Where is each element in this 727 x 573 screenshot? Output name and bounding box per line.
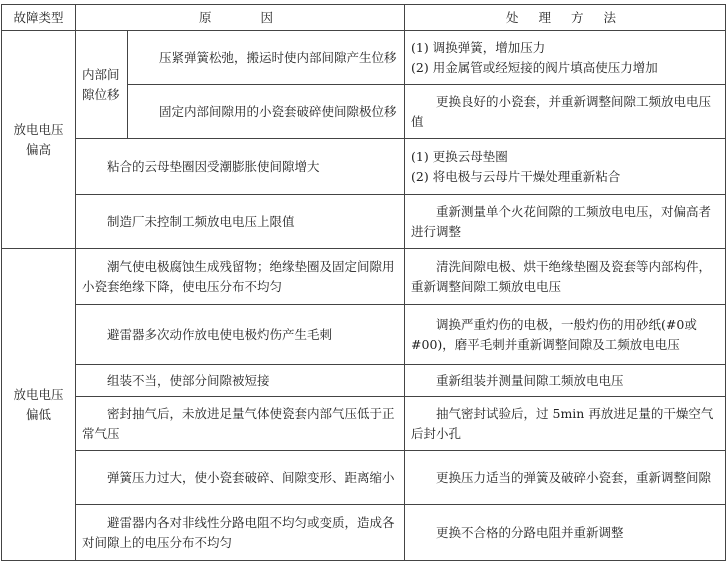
cause-cell: 避雷器内各对非线性分路电阻不均匀或变质，造成各对间隙上的电压分布不均匀 [76, 505, 405, 561]
fix-line: (2) 用金属管或经短接的阀片填高使压力增加 [411, 59, 658, 75]
subgroup-label: 内部间隙位移 [76, 31, 128, 139]
header-fix: 处 理 方 法 [405, 5, 726, 31]
fault-type-low: 放电电压偏低 [2, 249, 76, 561]
fix-cell: 抽气密封试验后，过 5min 再放进足量的干燥空气后封小孔 [405, 397, 726, 451]
cause-cell: 粘合的云母垫圈因受潮膨胀使间隙增大 [76, 139, 405, 195]
cause-cell: 压紧弹簧松弛，搬运时使内部间隙产生位移 [128, 31, 405, 85]
table-row [2, 305, 726, 365]
header-cause: 原 因 [76, 5, 405, 31]
fix-cell [405, 139, 726, 195]
header-row [2, 5, 726, 31]
table-row [2, 249, 726, 305]
fix-cell: 更换不合格的分路电阻并重新调整 [405, 505, 726, 561]
cause-cell: 制造厂未控制工频放电电压上限值 [76, 195, 405, 249]
fix-cell: 重新组装并测量间隙工频放电电压 [405, 365, 726, 397]
cause-cell: 组装不当，使部分间隙被短接 [76, 365, 405, 397]
header-type: 故障类型 [2, 5, 76, 31]
fault-type-high: 放电电压偏高 [2, 31, 76, 249]
fix-cell: 调换严重灼伤的电极，一般灼伤的用砂纸(#0或#00)，磨平毛刺并重新调整间隙及工频放电电压 [405, 305, 726, 365]
fix-line: (2) 将电极与云母片干燥处理重新粘合 [411, 168, 621, 184]
table-row [2, 451, 726, 505]
cause-cell: 固定内部间隙用的小瓷套破碎使间隙极位移 [128, 85, 405, 139]
fix-cell: 更换压力适当的弹簧及破碎小瓷套，重新调整间隙 [405, 451, 726, 505]
table-row [2, 139, 726, 195]
fix-cell [405, 31, 726, 85]
cause-cell: 弹簧压力过大，使小瓷套破碎、间隙变形、距离缩小 [76, 451, 405, 505]
table-row [2, 365, 726, 397]
cause-cell: 潮气使电极腐蚀生成残留物；绝缘垫圈及固定间隙用小瓷套绝缘下降，使电压分布不均匀 [76, 249, 405, 305]
fix-cell: 重新测量单个火花间隙的工频放电电压，对偏高者进行调整 [405, 195, 726, 249]
table-row [2, 31, 726, 85]
cause-cell: 避雷器多次动作放电使电极灼伤产生毛刺 [76, 305, 405, 365]
table-row [2, 397, 726, 451]
fix-line: (1) 更换云母垫圈 [411, 148, 508, 164]
cause-cell: 密封抽气后，未放进足量气体使瓷套内部气压低于正常气压 [76, 397, 405, 451]
fix-cell: 更换良好的小瓷套，并重新调整间隙工频放电电压值 [405, 85, 726, 139]
table-row [2, 195, 726, 249]
table-row [2, 505, 726, 561]
fix-line: (1) 调换弹簧，增加压力 [411, 39, 546, 55]
fix-cell: 清洗间隙电极、烘干绝缘垫圈及瓷套等内部构件，重新调整间隙工频放电电压 [405, 249, 726, 305]
fault-table [1, 4, 726, 561]
